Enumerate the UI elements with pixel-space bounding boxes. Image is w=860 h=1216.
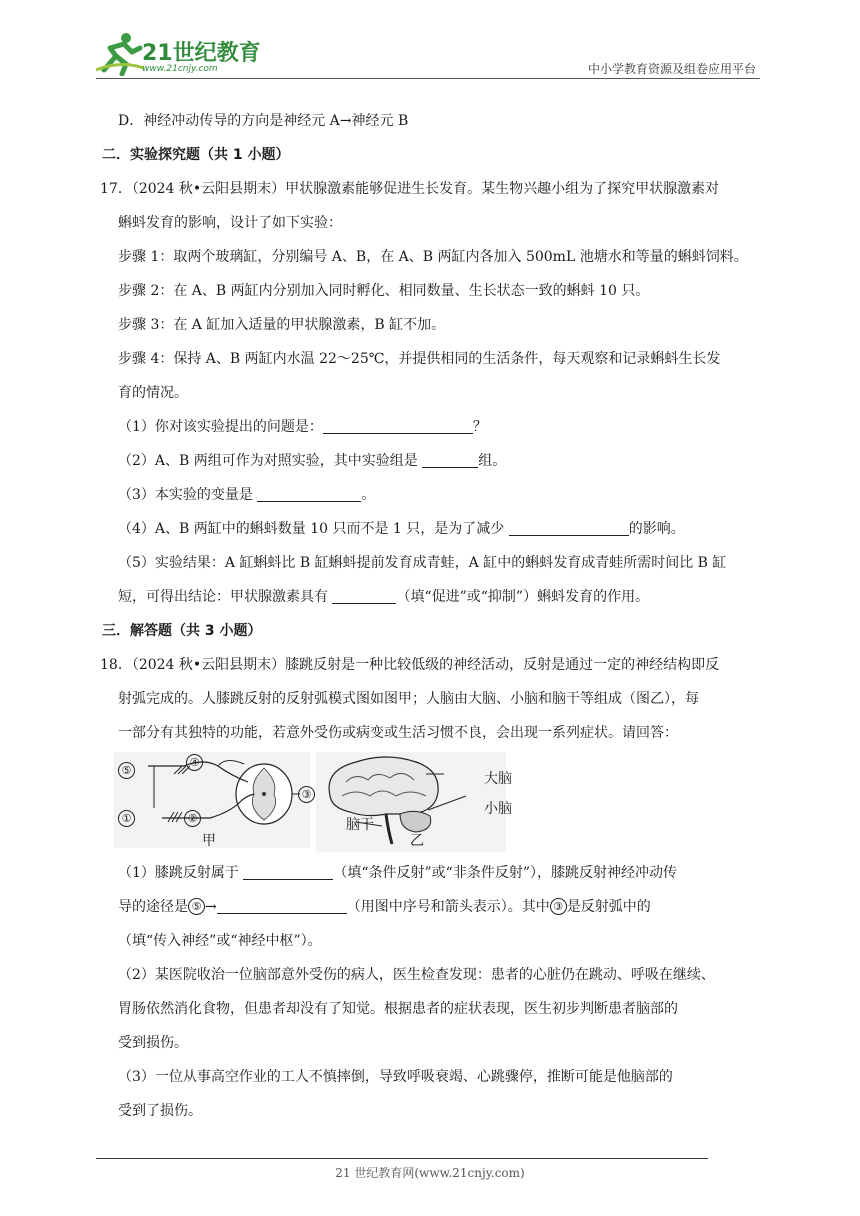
q18-sub-1-mid: （填“条件反射”或“非条件反射”），膝跳反射神经冲动传: [333, 865, 677, 881]
q18-sub-1-1: [118, 856, 770, 890]
q18-sub-1-2: [118, 890, 770, 924]
q17-sub-2-text: （2）A、B 两组可作为对照实验，其中实验组是: [118, 453, 423, 469]
site-logo: [96, 30, 271, 76]
q18-sub-3-1: （3）一位从事高空作业的工人不慎摔倒，导致呼吸衰竭、心跳骤停，推断可能是他脑部的: [118, 1069, 673, 1085]
logo-url: www.21cnjy.com: [142, 64, 218, 74]
q17-sub-3-text: （3）本实验的变量是: [118, 487, 258, 503]
label-cerebellum: 小脑: [484, 801, 512, 817]
q17-sub-3: [118, 478, 770, 512]
q17-sub-3-end: 。: [361, 487, 376, 503]
label-5: ⑤: [118, 762, 135, 779]
q18-sub-2-2: 胃肠依然消化食物，但患者却没有了知觉。根据患者的症状表现，医生初步判断患者脑部的: [118, 1001, 678, 1017]
q17-sub-5-2: [118, 580, 770, 614]
label-cerebrum: 大脑: [484, 771, 512, 787]
q17-sub-4: [118, 512, 770, 546]
q17-stem-1: 17．（2024 秋•云阳县期末）甲状腺激素能够促进生长发育。某生物兴趣小组为了探究甲状腺激素对: [100, 181, 720, 197]
q17-sub-4-end: 的影响。: [628, 521, 685, 537]
label-brainstem: 脑干: [346, 817, 374, 833]
q17-sub-5-1: （5）实验结果：A 缸蝌蚪比 B 缸蝌蚪提前发育成青蛙，A 缸中的蝌蚪发育成青蛙所需时间比 B 缸: [118, 555, 727, 571]
q17-sub-1-text: （1）你对该实验提出的问题是：: [118, 419, 323, 435]
q17-sub-2: [118, 444, 770, 478]
q17-stem-2: 蝌蚪发育的影响，设计了如下实验：: [118, 215, 342, 231]
answer-blank[interactable]: [217, 897, 347, 914]
q17-sub-5-text: 短，可得出结论：甲状腺激素具有: [118, 589, 333, 605]
q18-sub-2-1: （2）某医院收治一位脑部意外受伤的病人，医生检查发现：患者的心脏仍在跳动、呼吸在继续、: [118, 967, 715, 983]
q17-step-4-1: 步骤 4：保持 A、B 两缸内水温 22～25℃，并提供相同的生活条件，每天观察和记录蝌蚪生长发: [118, 351, 721, 367]
option-d: D．神经冲动传导的方向是神经元 A→神经元 B: [118, 113, 409, 129]
platform-name: 中小学教育资源及组卷应用平台: [587, 62, 756, 76]
logo-text: 21世纪教育: [142, 41, 261, 66]
figure-reflex-and-brain: [118, 752, 770, 856]
q17-sub-5-end: （填“促进”或“抑制”）蝌蚪发育的作用。: [396, 589, 650, 605]
label-2: ②: [184, 810, 201, 827]
q18-sub-1-3: （填“传入神经”或“神经中枢”）。: [118, 933, 322, 949]
answer-blank[interactable]: [323, 417, 473, 434]
label-5-inline: ⑤: [188, 898, 205, 915]
q17-sub-4-text: （4）A、B 两缸中的蝌蚪数量 10 只而不是 1 只，是为了减少: [118, 521, 509, 537]
arrow: →: [205, 899, 217, 915]
runner-logo-icon: [96, 30, 144, 76]
answer-blank[interactable]: [509, 519, 629, 536]
label-3-inline: ③: [550, 898, 567, 915]
q18-stem-1: 18．（2024 秋•云阳县期末）膝跳反射是一种比较低级的神经活动，反射是通过一定的神经结构即反: [100, 657, 720, 673]
label-3: ③: [298, 786, 315, 803]
q17-sub-1-end: ？: [472, 419, 487, 435]
header-divider: [96, 78, 760, 79]
q18-sub-1-end: 是反射弧中的: [566, 899, 651, 915]
q18-sub-1-path-text: 导的途径是: [118, 899, 188, 915]
q18-stem-2: 射弧完成的。人膝跳反射的反射弧模式图如图甲；人脑由大脑、小脑和脑干等组成（图乙），每: [118, 691, 699, 707]
label-1: ①: [118, 810, 135, 827]
answer-blank[interactable]: [257, 485, 361, 502]
page-header: [96, 28, 760, 80]
footer-divider: [96, 1158, 708, 1159]
q18-stem-3: 一部分有其独特的功能，若意外受伤或病变或生活习惯不良，会出现一系列症状。请回答：: [118, 725, 678, 741]
caption-jia: 甲: [202, 833, 216, 849]
q17-step-3: 步骤 3：在 A 缸加入适量的甲状腺激素，B 缸不加。: [118, 317, 446, 333]
q17-sub-1: [118, 410, 770, 444]
answer-blank[interactable]: [422, 451, 478, 468]
section-2-heading: 二．实验探究题（共 1 小题）: [102, 147, 290, 163]
q17-step-4-2: 育的情况。: [118, 385, 188, 401]
q17-step-2: 步骤 2：在 A、B 两缸内分别加入同时孵化、相同数量、生长状态一致的蝌蚪 10 只。: [118, 283, 650, 299]
section-3-heading: 三．解答题（共 3 小题）: [102, 623, 262, 639]
caption-yi: 乙: [410, 833, 424, 849]
label-4: ④: [186, 754, 203, 771]
q18-sub-2-3: 受到损伤。: [118, 1035, 188, 1051]
q18-sub-3-2: 受到了损伤。: [118, 1103, 202, 1119]
q17-step-1: 步骤 1：取两个玻璃缸，分别编号 A、B，在 A、B 两缸内各加入 500mL 池塘水和等量的蝌蚪饲料。: [118, 249, 748, 265]
answer-blank[interactable]: [243, 863, 333, 880]
q17-sub-2-end: 组。: [478, 453, 507, 469]
answer-blank[interactable]: [332, 587, 396, 604]
q18-sub-1-hint: （用图中序号和箭头表示）。其中: [346, 899, 550, 915]
page-footer: 21 世纪教育网(www.21cnjy.com): [335, 1166, 525, 1180]
exam-content: [100, 104, 770, 1128]
q18-sub-1-text: （1）膝跳反射属于: [118, 865, 244, 881]
